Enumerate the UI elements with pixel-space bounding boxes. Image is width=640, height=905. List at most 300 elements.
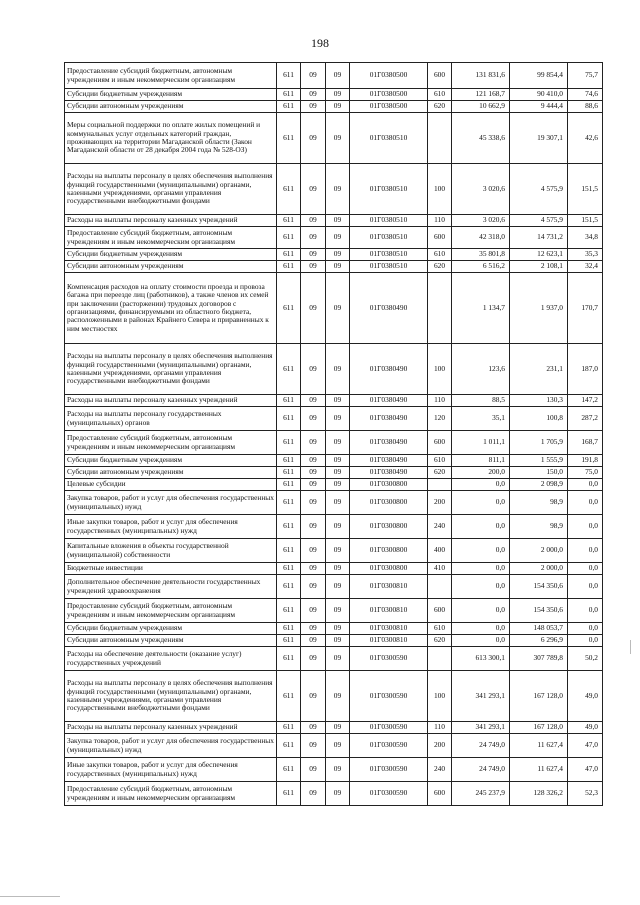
cell-name: Расходы на выплаты персоналу в целях обеспечения выполнения функций государственными (муниципальными) органами, казенными учреждениями, органами управления государственными внебюджетными фондами [65, 164, 277, 215]
table-row [65, 599, 603, 623]
cell-code: 01Г0380490 [350, 344, 428, 395]
cell-percent: 151,5 [568, 215, 603, 227]
cell-approved: 0,0 [452, 623, 510, 635]
cell-percent: 170,7 [568, 273, 603, 344]
cell-code: 01Г0380500 [350, 89, 428, 101]
cell-code: 01Г0380510 [350, 261, 428, 273]
cell-name: Целевые субсидии [65, 479, 277, 491]
cell-approved: 613 300,1 [452, 647, 510, 671]
cell-executed: 100,8 [510, 407, 568, 431]
cell-section: 09 [301, 491, 326, 515]
cell-name: Субсидии автономным учреждениям [65, 261, 277, 273]
cell-type: 600 [428, 782, 452, 806]
cell-percent: 0,0 [568, 563, 603, 575]
table-row [65, 273, 603, 344]
cell-percent: 49,0 [568, 671, 603, 722]
cell-approved: 341 293,1 [452, 671, 510, 722]
cell-percent: 0,0 [568, 515, 603, 539]
cell-type: 240 [428, 515, 452, 539]
cell-executed: 231,1 [510, 344, 568, 395]
cell-percent: 35,3 [568, 249, 603, 261]
cell-section: 09 [301, 101, 326, 113]
cell-percent: 0,0 [568, 539, 603, 563]
cell-name: Расходы на выплаты персоналу в целях обеспечения выполнения функций государственными (муниципальными) органами, казенными учреждениями, органами управления государственными внебюджетными фондами [65, 344, 277, 395]
budget-table [64, 62, 603, 806]
cell-subsection: 09 [326, 89, 350, 101]
cell-type [428, 575, 452, 599]
cell-name: Предоставление субсидий бюджетным, автономным учреждениям и иным некоммерческим организациям [65, 782, 277, 806]
cell-code: 01Г0380510 [350, 249, 428, 261]
cell-ministry: 611 [277, 89, 301, 101]
cell-subsection: 09 [326, 599, 350, 623]
cell-ministry: 611 [277, 407, 301, 431]
cell-section: 09 [301, 455, 326, 467]
cell-section: 09 [301, 647, 326, 671]
cell-ministry: 611 [277, 539, 301, 563]
cell-approved: 341 293,1 [452, 722, 510, 734]
cell-name: Закупка товаров, работ и услуг для обеспечения государственных (муниципальных) нужд [65, 734, 277, 758]
cell-name: Субсидии бюджетным учреждениям [65, 249, 277, 261]
cell-subsection: 09 [326, 515, 350, 539]
table-row [65, 455, 603, 467]
cell-code: 01Г0300800 [350, 515, 428, 539]
cell-executed: 130,3 [510, 395, 568, 407]
cell-type: 610 [428, 455, 452, 467]
table-row [65, 344, 603, 395]
cell-type: 610 [428, 89, 452, 101]
cell-executed: 1 705,9 [510, 431, 568, 455]
cell-section: 09 [301, 722, 326, 734]
cell-percent: 287,2 [568, 407, 603, 431]
cell-section: 09 [301, 273, 326, 344]
cell-subsection: 09 [326, 101, 350, 113]
cell-executed: 128 326,2 [510, 782, 568, 806]
cell-executed: 1 555,9 [510, 455, 568, 467]
cell-executed: 2 000,0 [510, 539, 568, 563]
cell-subsection: 09 [326, 407, 350, 431]
cell-subsection: 09 [326, 734, 350, 758]
budget-table-body [65, 63, 603, 806]
cell-approved: 1 134,7 [452, 273, 510, 344]
cell-type: 240 [428, 758, 452, 782]
cell-executed: 154 350,6 [510, 575, 568, 599]
cell-percent: 0,0 [568, 635, 603, 647]
cell-percent: 0,0 [568, 575, 603, 599]
cell-subsection: 09 [326, 671, 350, 722]
cell-ministry: 611 [277, 647, 301, 671]
cell-ministry: 611 [277, 227, 301, 249]
cell-name: Предоставление субсидий бюджетным, автономным учреждениям и иным некоммерческим организациям [65, 599, 277, 623]
cell-percent: 0,0 [568, 491, 603, 515]
cell-approved: 0,0 [452, 599, 510, 623]
cell-code: 01Г0300590 [350, 758, 428, 782]
cell-name: Меры социальной поддержки по оплате жилых помещений и коммунальных услуг отдельных категорий граждан, проживающих на территории Магаданской области (Закон Магаданской области от 28 декабря 2004 года № 528-ОЗ) [65, 113, 277, 164]
cell-name: Бюджетные инвестиции [65, 563, 277, 575]
cell-approved: 35 801,8 [452, 249, 510, 261]
cell-section: 09 [301, 344, 326, 395]
cell-percent: 0,0 [568, 479, 603, 491]
cell-code: 01Г0380500 [350, 101, 428, 113]
cell-section: 09 [301, 227, 326, 249]
cell-name: Расходы на выплаты персоналу казенных учреждений [65, 215, 277, 227]
cell-name: Расходы на выплаты персоналу государственных (муниципальных) органов [65, 407, 277, 431]
cell-percent: 191,8 [568, 455, 603, 467]
cell-type: 610 [428, 623, 452, 635]
cell-executed: 14 731,2 [510, 227, 568, 249]
cell-section: 09 [301, 479, 326, 491]
table-row [65, 249, 603, 261]
cell-name: Расходы на выплаты персоналу казенных учреждений [65, 722, 277, 734]
cell-ministry: 611 [277, 215, 301, 227]
cell-ministry: 611 [277, 261, 301, 273]
cell-section: 09 [301, 407, 326, 431]
cell-code: 01Г0300590 [350, 782, 428, 806]
cell-type: 620 [428, 635, 452, 647]
cell-approved: 24 749,0 [452, 758, 510, 782]
table-row [65, 479, 603, 491]
cell-code: 01Г0300590 [350, 722, 428, 734]
cell-percent: 47,0 [568, 758, 603, 782]
cell-approved: 811,1 [452, 455, 510, 467]
cell-code: 01Г0300800 [350, 539, 428, 563]
cell-subsection: 09 [326, 539, 350, 563]
table-row [65, 635, 603, 647]
table-row [65, 623, 603, 635]
cell-ministry: 611 [277, 575, 301, 599]
table-row [65, 539, 603, 563]
cell-code: 01Г0300810 [350, 575, 428, 599]
table-row [65, 575, 603, 599]
table-row [65, 647, 603, 671]
cell-name: Компенсация расходов на оплату стоимости проезда и провоза багажа при переезде лиц (работников), а также членов их семей при заключении (расторжении) трудовых договоров с организациями, финансируемыми из областного бюджета, расположенными в районах Крайнего Севера и приравненных к ним местностях [65, 273, 277, 344]
cell-code: 01Г0300810 [350, 599, 428, 623]
cell-section: 09 [301, 215, 326, 227]
cell-executed: 167 128,0 [510, 671, 568, 722]
cell-executed: 4 575,9 [510, 215, 568, 227]
cell-approved: 200,0 [452, 467, 510, 479]
cell-code: 01Г0380510 [350, 113, 428, 164]
cell-name: Субсидии бюджетным учреждениям [65, 623, 277, 635]
cell-ministry: 611 [277, 758, 301, 782]
cell-name: Расходы на выплаты персоналу в целях обеспечения выполнения функций государственными (муниципальными) органами, казенными учреждениями, органами управления государственными внебюджетными фондами [65, 671, 277, 722]
cell-executed: 2 108,1 [510, 261, 568, 273]
cell-percent: 47,0 [568, 734, 603, 758]
cell-executed: 2 098,9 [510, 479, 568, 491]
cell-name: Расходы на выплаты персоналу казенных учреждений [65, 395, 277, 407]
cell-name: Иные закупки товаров, работ и услуг для обеспечения государственных (муниципальных) нужд [65, 758, 277, 782]
cell-subsection: 09 [326, 647, 350, 671]
cell-subsection: 09 [326, 467, 350, 479]
cell-type: 620 [428, 467, 452, 479]
cell-name: Иные закупки товаров, работ и услуг для обеспечения государственных (муниципальных) нужд [65, 515, 277, 539]
cell-code: 01Г0300590 [350, 647, 428, 671]
cell-section: 09 [301, 261, 326, 273]
cell-type: 620 [428, 261, 452, 273]
table-row [65, 164, 603, 215]
cell-approved: 88,5 [452, 395, 510, 407]
cell-ministry: 611 [277, 722, 301, 734]
cell-subsection: 09 [326, 722, 350, 734]
cell-ministry: 611 [277, 63, 301, 89]
cell-section: 09 [301, 539, 326, 563]
budget-table-container [64, 62, 602, 806]
cell-subsection: 09 [326, 261, 350, 273]
cell-type [428, 273, 452, 344]
cell-section: 09 [301, 467, 326, 479]
cell-type: 610 [428, 249, 452, 261]
cell-type: 110 [428, 722, 452, 734]
cell-ministry: 611 [277, 563, 301, 575]
table-row [65, 407, 603, 431]
scan-bottom-mark [0, 896, 60, 897]
cell-approved: 0,0 [452, 515, 510, 539]
cell-section: 09 [301, 782, 326, 806]
cell-type: 200 [428, 734, 452, 758]
cell-approved: 6 516,2 [452, 261, 510, 273]
table-row [65, 431, 603, 455]
cell-approved: 42 318,0 [452, 227, 510, 249]
cell-type: 110 [428, 215, 452, 227]
table-row [65, 395, 603, 407]
cell-type: 620 [428, 101, 452, 113]
cell-executed: 90 410,0 [510, 89, 568, 101]
cell-ministry: 611 [277, 623, 301, 635]
cell-subsection: 09 [326, 113, 350, 164]
cell-percent: 49,0 [568, 722, 603, 734]
table-row [65, 89, 603, 101]
cell-code: 01Г0380490 [350, 455, 428, 467]
cell-name: Субсидии автономным учреждениям [65, 101, 277, 113]
cell-code: 01Г0300590 [350, 734, 428, 758]
cell-code: 01Г0380510 [350, 164, 428, 215]
cell-code: 01Г0380490 [350, 395, 428, 407]
cell-approved: 123,6 [452, 344, 510, 395]
cell-type: 200 [428, 491, 452, 515]
cell-executed: 148 053,7 [510, 623, 568, 635]
cell-executed: 154 350,6 [510, 599, 568, 623]
cell-section: 09 [301, 164, 326, 215]
cell-approved: 0,0 [452, 491, 510, 515]
cell-section: 09 [301, 63, 326, 89]
cell-subsection: 09 [326, 431, 350, 455]
cell-section: 09 [301, 113, 326, 164]
cell-executed: 2 000,0 [510, 563, 568, 575]
table-row [65, 261, 603, 273]
cell-code: 01Г0380490 [350, 407, 428, 431]
cell-code: 01Г0380510 [350, 215, 428, 227]
cell-subsection: 09 [326, 635, 350, 647]
cell-code: 01Г0380490 [350, 431, 428, 455]
cell-type: 600 [428, 63, 452, 89]
cell-section: 09 [301, 623, 326, 635]
cell-executed: 307 789,8 [510, 647, 568, 671]
cell-percent: 34,8 [568, 227, 603, 249]
cell-percent: 0,0 [568, 623, 603, 635]
cell-code: 01Г0380490 [350, 273, 428, 344]
cell-type [428, 479, 452, 491]
cell-type: 410 [428, 563, 452, 575]
cell-type: 110 [428, 395, 452, 407]
cell-ministry: 611 [277, 431, 301, 455]
table-row [65, 734, 603, 758]
cell-section: 09 [301, 758, 326, 782]
cell-subsection: 09 [326, 623, 350, 635]
cell-code: 01Г0300810 [350, 635, 428, 647]
cell-percent: 147,2 [568, 395, 603, 407]
cell-section: 09 [301, 515, 326, 539]
cell-code: 01Г0300800 [350, 491, 428, 515]
cell-subsection: 09 [326, 344, 350, 395]
cell-name: Расходы на обеспечение деятельности (оказание услуг) государственных учреждений [65, 647, 277, 671]
cell-ministry: 611 [277, 635, 301, 647]
cell-ministry: 611 [277, 101, 301, 113]
cell-section: 09 [301, 734, 326, 758]
cell-type: 600 [428, 431, 452, 455]
table-row [65, 782, 603, 806]
cell-executed: 4 575,9 [510, 164, 568, 215]
cell-approved: 1 011,1 [452, 431, 510, 455]
cell-executed: 6 296,9 [510, 635, 568, 647]
cell-subsection: 09 [326, 491, 350, 515]
cell-approved: 0,0 [452, 635, 510, 647]
cell-code: 01Г0300800 [350, 479, 428, 491]
table-row [65, 467, 603, 479]
cell-percent: 42,6 [568, 113, 603, 164]
table-row [65, 563, 603, 575]
table-row [65, 491, 603, 515]
cell-code: 01Г0300590 [350, 671, 428, 722]
cell-ministry: 611 [277, 467, 301, 479]
cell-type: 400 [428, 539, 452, 563]
cell-ministry: 611 [277, 734, 301, 758]
table-row [65, 113, 603, 164]
cell-executed: 1 937,0 [510, 273, 568, 344]
cell-approved: 121 168,7 [452, 89, 510, 101]
cell-code: 01Г0380500 [350, 63, 428, 89]
cell-approved: 45 338,6 [452, 113, 510, 164]
cell-type: 600 [428, 227, 452, 249]
cell-name: Капитальные вложения в объекты государственной (муниципальной) собственности [65, 539, 277, 563]
cell-executed: 99 854,4 [510, 63, 568, 89]
cell-percent: 187,0 [568, 344, 603, 395]
cell-type: 120 [428, 407, 452, 431]
cell-approved: 0,0 [452, 563, 510, 575]
cell-name: Закупка товаров, работ и услуг для обеспечения государственных (муниципальных) нужд [65, 491, 277, 515]
cell-type: 100 [428, 164, 452, 215]
cell-ministry: 611 [277, 455, 301, 467]
cell-approved: 0,0 [452, 479, 510, 491]
cell-percent: 50,2 [568, 647, 603, 671]
cell-ministry: 611 [277, 491, 301, 515]
cell-percent: 75,0 [568, 467, 603, 479]
cell-percent: 75,7 [568, 63, 603, 89]
scan-edge-mark [630, 640, 631, 654]
cell-subsection: 09 [326, 63, 350, 89]
cell-subsection: 09 [326, 227, 350, 249]
cell-section: 09 [301, 575, 326, 599]
cell-name: Предоставление субсидий бюджетным, автономным учреждениям и иным некоммерческим организациям [65, 431, 277, 455]
cell-subsection: 09 [326, 273, 350, 344]
cell-executed: 11 627,4 [510, 758, 568, 782]
cell-type [428, 647, 452, 671]
cell-ministry: 611 [277, 515, 301, 539]
cell-percent: 0,0 [568, 599, 603, 623]
cell-name: Предоставление субсидий бюджетным, автономным учреждениям и иным некоммерческим организациям [65, 227, 277, 249]
cell-approved: 35,1 [452, 407, 510, 431]
table-row [65, 671, 603, 722]
cell-subsection: 09 [326, 215, 350, 227]
cell-type [428, 113, 452, 164]
cell-name: Субсидии бюджетным учреждениям [65, 455, 277, 467]
cell-ministry: 611 [277, 113, 301, 164]
cell-section: 09 [301, 249, 326, 261]
table-row [65, 63, 603, 89]
cell-percent: 74,6 [568, 89, 603, 101]
cell-subsection: 09 [326, 164, 350, 215]
cell-code: 01Г0380490 [350, 467, 428, 479]
cell-section: 09 [301, 431, 326, 455]
cell-executed: 19 307,1 [510, 113, 568, 164]
cell-ministry: 611 [277, 671, 301, 722]
cell-subsection: 09 [326, 395, 350, 407]
cell-executed: 98,9 [510, 515, 568, 539]
cell-name: Предоставление субсидий бюджетным, автономным учреждениям и иным некоммерческим организациям [65, 63, 277, 89]
cell-subsection: 09 [326, 249, 350, 261]
cell-section: 09 [301, 563, 326, 575]
cell-subsection: 09 [326, 479, 350, 491]
table-row [65, 515, 603, 539]
cell-name: Субсидии автономным учреждениям [65, 467, 277, 479]
cell-ministry: 611 [277, 273, 301, 344]
cell-percent: 52,3 [568, 782, 603, 806]
cell-executed: 9 444,4 [510, 101, 568, 113]
cell-executed: 11 627,4 [510, 734, 568, 758]
cell-ministry: 611 [277, 344, 301, 395]
cell-percent: 168,7 [568, 431, 603, 455]
cell-section: 09 [301, 395, 326, 407]
cell-name: Дополнительное обеспечение деятельности государственных учреждений здравоохранения [65, 575, 277, 599]
table-row [65, 215, 603, 227]
cell-approved: 24 749,0 [452, 734, 510, 758]
cell-code: 01Г0300810 [350, 623, 428, 635]
table-row [65, 101, 603, 113]
cell-subsection: 09 [326, 575, 350, 599]
cell-approved: 0,0 [452, 539, 510, 563]
cell-code: 01Г0380510 [350, 227, 428, 249]
table-row [65, 227, 603, 249]
cell-type: 100 [428, 671, 452, 722]
cell-section: 09 [301, 635, 326, 647]
cell-approved: 3 020,6 [452, 215, 510, 227]
cell-subsection: 09 [326, 455, 350, 467]
cell-executed: 98,9 [510, 491, 568, 515]
cell-ministry: 611 [277, 164, 301, 215]
cell-ministry: 611 [277, 479, 301, 491]
cell-section: 09 [301, 599, 326, 623]
cell-approved: 0,0 [452, 575, 510, 599]
cell-percent: 32,4 [568, 261, 603, 273]
cell-name: Субсидии автономным учреждениям [65, 635, 277, 647]
table-row [65, 758, 603, 782]
cell-ministry: 611 [277, 782, 301, 806]
cell-executed: 12 623,1 [510, 249, 568, 261]
cell-code: 01Г0300800 [350, 563, 428, 575]
cell-type: 100 [428, 344, 452, 395]
cell-approved: 3 020,6 [452, 164, 510, 215]
cell-percent: 151,5 [568, 164, 603, 215]
cell-approved: 131 831,6 [452, 63, 510, 89]
cell-executed: 167 128,0 [510, 722, 568, 734]
